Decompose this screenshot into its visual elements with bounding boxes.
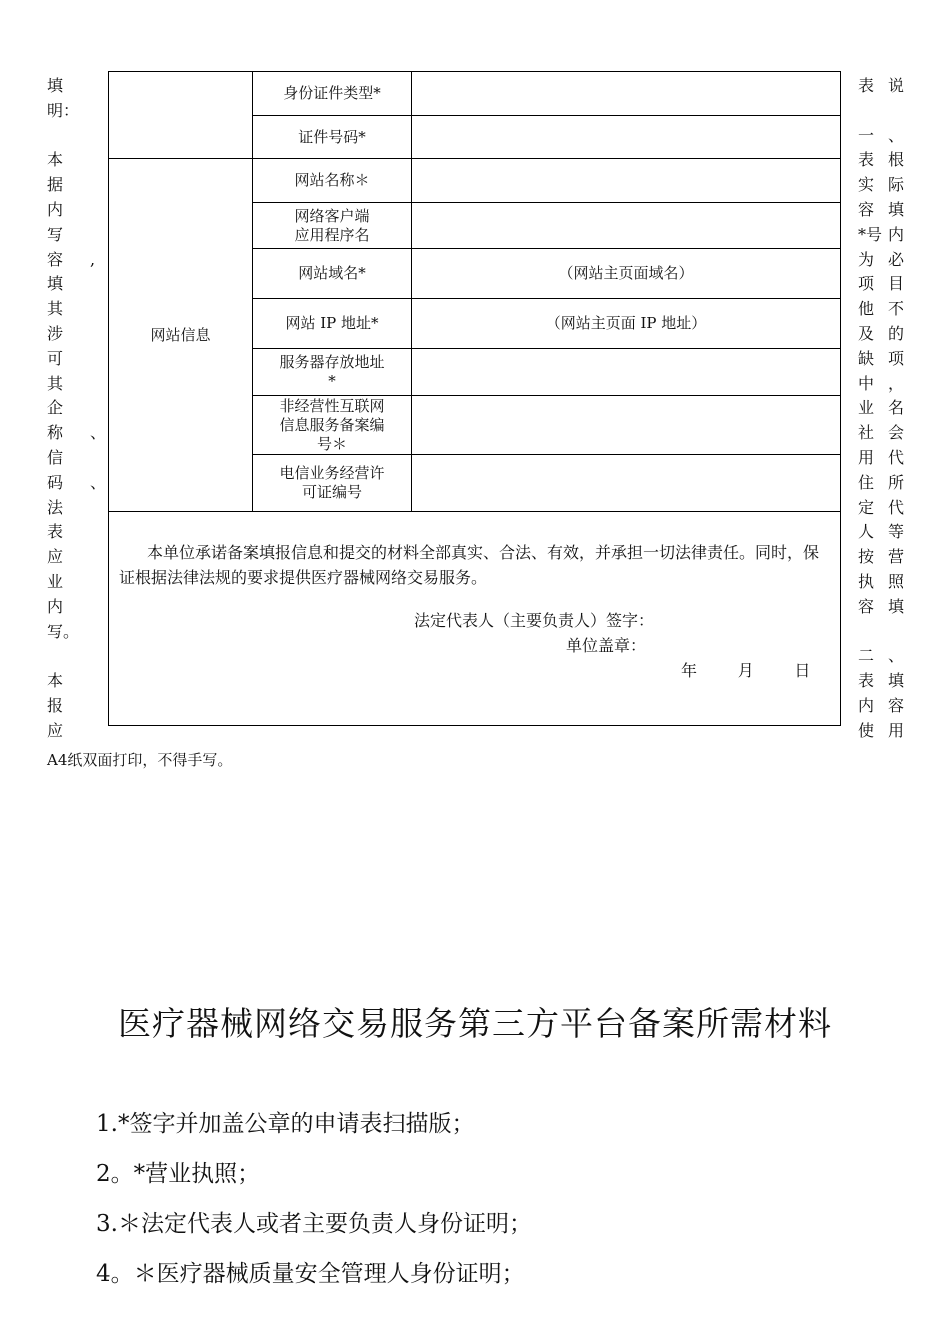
material-item-1: 1.*签字并加盖公章的申请表扫描版； (96, 1111, 475, 1137)
left-note-char: 写 (47, 224, 64, 244)
site-name-field[interactable] (412, 159, 841, 203)
left-note-mark (90, 198, 106, 223)
left-note-mark (90, 396, 106, 421)
right-note-char: 定 (858, 497, 875, 517)
right-note-char: 容 (888, 695, 905, 715)
right-note-char: 的 (888, 323, 905, 343)
left-note-mark (90, 148, 106, 173)
right-note-char: 实 (858, 175, 875, 195)
left-note-mark (90, 99, 106, 124)
right-note-char: 所 (888, 472, 905, 492)
right-note-char: 二 (858, 646, 875, 666)
right-note-char: 表 (858, 671, 875, 691)
website-section-label: 网站信息 (109, 159, 253, 512)
print-instruction: A4纸双面打印，不得手写。 (47, 751, 233, 769)
left-note-char: 法 (47, 497, 64, 517)
right-note-column-2 (888, 74, 904, 744)
left-note-char: 信 (47, 447, 64, 467)
material-item-2: 2。*营业执照； (96, 1161, 261, 1187)
right-note-char: 、 (888, 646, 905, 666)
left-note-char: 应 (47, 720, 64, 740)
right-note-char: 住 (858, 472, 875, 492)
right-note-char: 说 (888, 76, 905, 95)
right-note-char: 照 (888, 571, 905, 591)
ip-label: 网站 IP 地址* (253, 299, 412, 349)
ip-field[interactable]: （网站主页面 IP 地址） (412, 299, 841, 349)
representative-signature: 法定代表人（主要负责人）签字： (414, 611, 655, 630)
right-note-char: 必 (888, 249, 905, 269)
right-note-char: 容 (858, 199, 875, 219)
right-note-char: 容 (858, 596, 875, 616)
date-line: 年 月 日 (681, 661, 811, 680)
left-note-char: 填 (47, 76, 64, 95)
right-note-char (888, 620, 904, 645)
right-note-char: 代 (888, 497, 905, 517)
left-note-char: 其 (47, 373, 64, 393)
right-note-char: 营 (888, 547, 905, 567)
right-note-char: 根 (888, 150, 905, 170)
left-note-mark (90, 223, 106, 248)
left-note-column-2 (90, 74, 106, 496)
right-note-char: 使 (858, 720, 875, 740)
right-note-char (888, 99, 904, 124)
right-note-char: 缺 (858, 348, 875, 368)
left-note-char (47, 124, 79, 149)
right-note-char: 目 (888, 274, 905, 294)
left-note-mark (90, 173, 106, 198)
left-note-mark (90, 272, 106, 297)
pledge-section (109, 512, 841, 726)
left-note-char: 涉 (47, 323, 64, 343)
left-note-char (47, 644, 79, 669)
left-note-char: 报 (47, 695, 64, 715)
left-note-char: 明： (47, 100, 80, 120)
right-note-char: 际 (888, 175, 905, 195)
left-note-mark (90, 446, 106, 471)
right-note-char: 社 (858, 423, 875, 443)
materials-title: 医疗器械网络交易服务第三方平台备案所需材料 (118, 1004, 832, 1043)
icp-number-field[interactable] (412, 396, 841, 455)
id-type-field[interactable] (412, 72, 841, 116)
right-note-char: *号 (858, 224, 883, 244)
telecom-license-label: 电信业务经营许 可证编号 (253, 455, 412, 512)
right-note-char: 不 (888, 299, 905, 319)
left-note-column-1 (47, 74, 79, 744)
left-note-char: 企 (47, 398, 64, 418)
left-note-char: 填 (47, 274, 64, 294)
right-note-char: 会 (888, 423, 905, 443)
left-note-mark (90, 74, 106, 99)
right-note-char: 及 (858, 323, 875, 343)
identity-section-cell (109, 72, 253, 159)
left-note-char: 容 (47, 249, 64, 269)
right-note-char: 中 (858, 373, 875, 393)
right-note-char: 表 (858, 76, 875, 95)
app-name-label: 网络客户端 应用程序名 (253, 203, 412, 249)
right-note-char: 、 (888, 125, 905, 145)
id-number-label: 证件号码* (253, 116, 412, 159)
right-note-char: 内 (858, 695, 875, 715)
left-note-char: 其 (47, 299, 64, 319)
left-note-mark: 、 (90, 472, 107, 492)
right-note-char: 人 (858, 522, 875, 542)
left-note-char: 本 (47, 671, 64, 691)
left-note-char: 内 (47, 199, 64, 219)
left-note-char: 据 (47, 175, 64, 195)
right-note-char: 项 (858, 274, 875, 294)
right-note-char: 用 (888, 720, 905, 740)
registration-form-table (108, 71, 841, 726)
right-note-char: 名 (888, 398, 905, 418)
pledge-text: 本单位承诺备案填报信息和提交的材料全部真实、合法、有效，并承担一切法律责任。同时，保证根据法律法规的要求提供医疗器械网络交易服务。 (119, 543, 820, 587)
left-note-char: 内 (47, 596, 64, 616)
material-item-4: 4。＊医疗器械质量安全管理人身份证明； (96, 1261, 525, 1287)
telecom-license-field[interactable] (412, 455, 841, 512)
domain-field[interactable]: （网站主页面域名） (412, 249, 841, 299)
left-note-char: 应 (47, 547, 64, 567)
right-note-char: 一 (858, 125, 875, 145)
left-note-mark (90, 322, 106, 347)
server-address-label: 服务器存放地址 * (253, 349, 412, 396)
left-note-char: 写。 (47, 621, 80, 641)
left-note-char: 码 (47, 472, 64, 492)
icp-number-label: 非经营性互联网 信息服务备案编 号＊ (253, 396, 412, 455)
right-note-char: 填 (888, 596, 905, 616)
right-note-char: 执 (858, 571, 875, 591)
right-note-char: ， (888, 373, 905, 393)
left-note-char: 称 (47, 423, 64, 443)
domain-label: 网站域名* (253, 249, 412, 299)
app-name-field[interactable] (412, 203, 841, 249)
left-note-mark (90, 372, 106, 397)
right-note-char: 业 (858, 398, 875, 418)
right-note-char: 按 (858, 547, 875, 567)
right-note-char (858, 620, 882, 645)
material-item-3: 3.＊法定代表人或者主要负责人身份证明； (96, 1211, 532, 1237)
id-type-label: 身份证件类型* (253, 72, 412, 116)
right-note-column-1 (858, 74, 882, 744)
right-note-char: 等 (888, 522, 905, 542)
right-note-char: 内 (888, 224, 905, 244)
id-number-field[interactable] (412, 116, 841, 159)
left-note-mark (90, 297, 106, 322)
left-note-mark: 、 (90, 423, 107, 443)
site-name-label: 网站名称＊ (253, 159, 412, 203)
right-note-char: 代 (888, 447, 905, 467)
right-note-char: 填 (888, 199, 905, 219)
left-note-char: 表 (47, 522, 64, 542)
unit-seal: 单位盖章： (566, 636, 647, 655)
right-note-char: 填 (888, 671, 905, 691)
left-note-mark: , (90, 249, 96, 269)
left-note-char: 可 (47, 348, 64, 368)
right-note-char: 为 (858, 249, 875, 269)
left-note-char: 本 (47, 150, 64, 170)
left-note-mark (90, 347, 106, 372)
right-note-char (858, 99, 882, 124)
server-address-field[interactable] (412, 349, 841, 396)
left-note-char: 业 (47, 571, 64, 591)
right-note-char: 用 (858, 447, 875, 467)
left-note-mark (90, 124, 106, 149)
right-note-char: 项 (888, 348, 905, 368)
right-note-char: 他 (858, 299, 875, 319)
right-note-char: 表 (858, 150, 875, 170)
